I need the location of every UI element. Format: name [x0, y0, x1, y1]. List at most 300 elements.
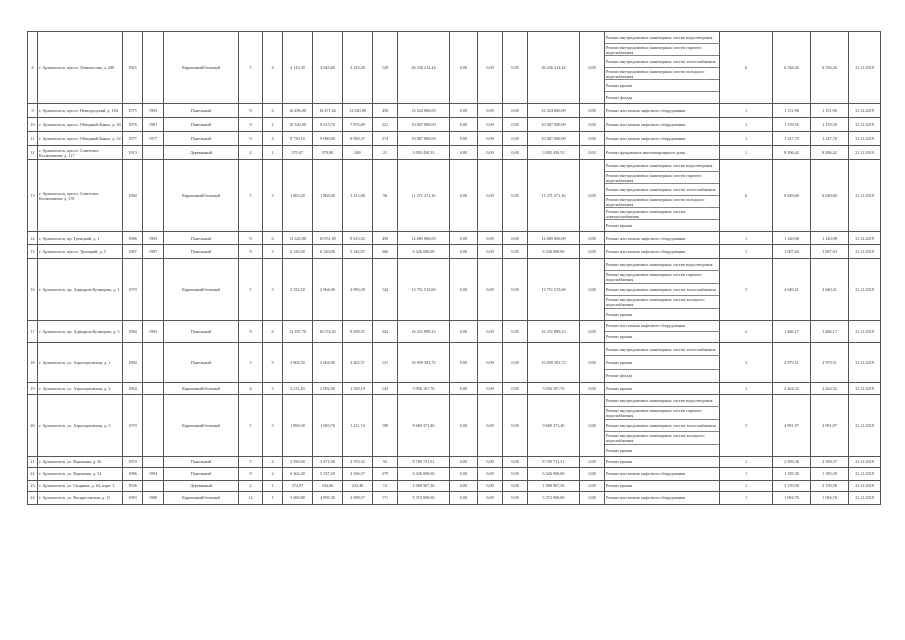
entrances-cell: 3	[263, 245, 283, 259]
municipal-budget-cell: 0,00	[503, 467, 528, 480]
region-budget-cell: 0,00	[478, 342, 503, 382]
work-type-cell: Ремонт внутридомовых инженерных систем холодного водоснабжения	[605, 68, 720, 80]
address-cell: г. Архангельск, просп. Ломоносова, д. 209	[38, 32, 123, 104]
row-number-cell: 15	[28, 245, 38, 259]
other-funds-cell: 0,00	[580, 118, 605, 132]
fund-share-cell: 0,00	[450, 491, 478, 504]
unit-cost-cell: 1 147,70	[773, 132, 811, 146]
row-number-cell: 18	[28, 342, 38, 382]
work-type-cell: Ремонт внутридомовых инженерных систем горячего водоснабжения	[605, 407, 720, 419]
owners-area-cell: 4 166,37	[343, 467, 373, 480]
year-commissioned-cell	[143, 480, 164, 491]
deadline-cell: 31.12.2019	[849, 118, 881, 132]
work-type-cell: Ремонт крыши	[605, 80, 720, 92]
work-type-cell: Ремонт внутридомовых инженерных систем электроснабжения	[605, 208, 720, 220]
other-funds-cell: 0,00	[580, 342, 605, 382]
entrances-cell: 4	[263, 32, 283, 104]
address-cell: г. Архангельск, просп. Обводный Канал, д. 52	[38, 132, 123, 146]
total-area-cell: 3 936,00	[283, 456, 313, 467]
address-cell: г. Архангельск, ул. Аэропортовская, д. 3	[38, 394, 123, 456]
deadline-cell: 31.12.2019	[849, 456, 881, 467]
region-budget-cell: 0,00	[478, 32, 503, 104]
living-area-cell: 16 471,02	[313, 104, 343, 118]
living-area-cell: 2 092,00	[313, 382, 343, 394]
unit-cost-cell: 4 979,51	[773, 342, 811, 382]
total-cost-cell: 10 007 000,00	[398, 118, 450, 132]
other-funds-cell: 0,00	[580, 245, 605, 259]
fund-share-cell: 0,00	[450, 480, 478, 491]
address-cell: г. Архангельск, ул. Гагарина, д. 64, корп. 3	[38, 480, 123, 491]
living-area-cell: 5 337,20	[313, 467, 343, 480]
year-built-cell: 1986	[123, 467, 143, 480]
other-funds-cell: 0,00	[580, 232, 605, 245]
year-commissioned-cell: 1980	[143, 491, 164, 504]
wall-material-cell: Панельный	[164, 118, 239, 132]
work-type-cell: Ремонт внутридомовых инженерных систем теплоснабжения	[605, 56, 720, 68]
work-type-cell: Ремонт или замена лифтового оборудования	[605, 104, 720, 118]
total-area-cell: 6 362,40	[283, 467, 313, 480]
work-type-cell: Ремонт внутридомовых инженерных систем теплоснабжения	[605, 283, 720, 295]
deadline-cell: 31.12.2019	[849, 491, 881, 504]
entrances-cell: 1	[263, 146, 283, 160]
row-number-cell: 12	[28, 146, 38, 160]
deadline-cell: 31.12.2019	[849, 467, 881, 480]
year-built-cell: 1975	[123, 104, 143, 118]
residents-cell: 274	[373, 132, 398, 146]
wall-material-cell: Панельный	[164, 456, 239, 467]
year-built-cell: 1986	[123, 232, 143, 245]
row-number-cell: 21	[28, 456, 38, 467]
work-type-cell: Ремонт внутридомовых инженерных систем горячего водоснабжения	[605, 271, 720, 283]
residents-cell: 342	[373, 320, 398, 342]
fund-share-cell: 0,00	[450, 146, 478, 160]
floors-cell: 5	[239, 160, 263, 232]
region-budget-cell: 0,00	[478, 118, 503, 132]
entrances-cell: 3	[263, 259, 283, 321]
table-row	[28, 32, 881, 44]
total-cost-cell: 10 007 000,00	[398, 132, 450, 146]
work-type-cell: Ремонт крыши	[605, 308, 720, 320]
year-commissioned-cell: 1991	[143, 118, 164, 132]
unit-cost-cell: 1 151,96	[773, 104, 811, 118]
residents-cell: 266	[373, 245, 398, 259]
living-area-cell: 10 574,02	[313, 320, 343, 342]
work-type-cell: Ремонт фундамента многоквартирного дома	[605, 146, 720, 160]
wall-material-cell: Кирпичный/блочный	[164, 491, 239, 504]
deadline-cell: 31.12.2019	[849, 232, 881, 245]
works-count-cell: 1	[720, 104, 773, 118]
row-number-cell: 11	[28, 132, 38, 146]
total-cost-cell: 16 324 000,00	[398, 104, 450, 118]
year-built-cell: 1977	[123, 132, 143, 146]
year-commissioned-cell	[143, 160, 164, 232]
total-area-cell: 6 326,00	[283, 245, 313, 259]
table-row	[28, 382, 881, 394]
work-type-cell: Ремонт крыши	[605, 456, 720, 467]
year-commissioned-cell: 1977	[143, 132, 164, 146]
year-commissioned-cell	[143, 394, 164, 456]
deadline-cell: 31.12.2019	[849, 394, 881, 456]
table-row	[28, 232, 881, 245]
deadline-cell: 31.12.2019	[849, 342, 881, 382]
address-cell: г. Архангельск, ул. Воронина, д. 26	[38, 456, 123, 467]
owners-funds-cell: 10 007 000,00	[528, 132, 580, 146]
total-cost-cell: 16 059 393,72	[398, 342, 450, 382]
work-type-cell: Ремонт внутридомовых инженерных систем водоотведения	[605, 160, 720, 172]
owners-area-cell: 233,40	[343, 480, 373, 491]
living-area-cell: 3 471,00	[313, 456, 343, 467]
year-built-cell: 1964	[123, 382, 143, 394]
entrances-cell: 2	[263, 118, 283, 132]
max-unit-cost-cell: 1 151,96	[811, 104, 849, 118]
total-area-cell: 373,97	[283, 480, 313, 491]
total-area-cell: 8 730,10	[283, 132, 313, 146]
works-count-cell: 6	[720, 160, 773, 232]
floors-cell: 9	[239, 104, 263, 118]
owners-funds-cell: 10 007 000,00	[528, 118, 580, 132]
region-budget-cell: 0,00	[478, 467, 503, 480]
fund-share-cell: 0,00	[450, 32, 478, 104]
table-row	[28, 118, 881, 132]
residents-cell: 321	[373, 118, 398, 132]
table-row	[28, 467, 881, 480]
region-budget-cell: 0,00	[478, 382, 503, 394]
residents-cell: 143	[373, 382, 398, 394]
total-area-cell: 10 320,00	[283, 118, 313, 132]
total-cost-cell: 26 236 214,44	[398, 32, 450, 104]
work-type-cell: Ремонт внутридомовых инженерных систем горячего водоснабжения	[605, 44, 720, 56]
floors-cell: 2	[239, 146, 263, 160]
max-unit-cost-cell: 6 336,26	[811, 32, 849, 104]
year-built-cell: 1960	[123, 160, 143, 232]
owners-area-cell: 7 872,69	[343, 118, 373, 132]
total-cost-cell: 9 660 371,40	[398, 394, 450, 456]
total-cost-cell: 13 751 515,66	[398, 259, 450, 321]
living-area-cell: 4 895,30	[313, 491, 343, 504]
work-type-cell: Ремонт внутридомовых инженерных систем теплоснабжения	[605, 184, 720, 196]
other-funds-cell: 0,00	[580, 491, 605, 504]
region-budget-cell: 0,00	[478, 259, 503, 321]
works-count-cell: 1	[720, 132, 773, 146]
municipal-budget-cell: 0,00	[503, 146, 528, 160]
region-budget-cell: 0,00	[478, 104, 503, 118]
row-number-cell: 10	[28, 118, 38, 132]
total-cost-cell: 16 231 899,23	[398, 320, 450, 342]
table-row	[28, 320, 881, 331]
table-row	[28, 160, 881, 172]
address-cell: г. Архангельск, пр. Адмирала Кузнецова, д. 3	[38, 320, 123, 342]
max-unit-cost-cell: 1 185,30	[811, 467, 849, 480]
entrances-cell: 3	[263, 382, 283, 394]
year-built-cell: 1987	[123, 245, 143, 259]
owners-area-cell: 2 098,57	[343, 491, 373, 504]
floors-cell: 9	[239, 467, 263, 480]
work-type-cell: Ремонт или замена лифтового оборудования	[605, 118, 720, 132]
works-count-cell: 1	[720, 118, 773, 132]
residents-cell: 129	[373, 32, 398, 104]
wall-material-cell: Кирпичный/блочный	[164, 32, 239, 104]
works-count-cell: 1	[720, 480, 773, 491]
unit-cost-cell: 1 185,30	[773, 467, 811, 480]
floors-cell: 2	[239, 480, 263, 491]
row-number-cell: 20	[28, 394, 38, 456]
works-count-cell: 6	[720, 32, 773, 104]
year-commissioned-cell: 1994	[143, 467, 164, 480]
row-number-cell: 22	[28, 467, 38, 480]
wall-material-cell: Кирпичный/блочный	[164, 160, 239, 232]
region-budget-cell: 0,00	[478, 480, 503, 491]
row-number-cell: 24	[28, 491, 38, 504]
residents-cell: 92	[373, 456, 398, 467]
region-budget-cell: 0,00	[478, 456, 503, 467]
year-commissioned-cell	[143, 146, 164, 160]
total-cost-cell: 12 685 000,00	[398, 232, 450, 245]
spreadsheet-page	[27, 31, 880, 505]
floors-cell: 5	[239, 394, 263, 456]
fund-share-cell: 0,00	[450, 118, 478, 132]
wall-material-cell: Панельный	[164, 245, 239, 259]
other-funds-cell: 0,00	[580, 104, 605, 118]
total-area-cell: 16 496,00	[283, 104, 313, 118]
municipal-budget-cell: 0,00	[503, 132, 528, 146]
total-area-cell: 3 804,50	[283, 342, 313, 382]
entrances-cell: 4	[263, 104, 283, 118]
max-unit-cost-cell: 6 049,60	[811, 160, 849, 232]
max-unit-cost-cell: 1 140,98	[811, 232, 849, 245]
year-commissioned-cell	[143, 32, 164, 104]
owners-funds-cell: 5 372 000,00	[528, 491, 580, 504]
living-area-cell: 2 964,00	[313, 259, 343, 321]
work-type-cell: Ремонт фасада	[605, 369, 720, 382]
year-commissioned-cell: 1993	[143, 232, 164, 245]
work-type-cell: Ремонт фасада	[605, 92, 720, 104]
row-number-cell: 9	[28, 104, 38, 118]
total-cost-cell: 8 709 731,51	[398, 456, 450, 467]
table-row	[28, 456, 881, 467]
owners-area-cell: 1 529,10	[343, 382, 373, 394]
living-area-cell: 1 683,70	[313, 394, 343, 456]
fund-share-cell: 0,00	[450, 456, 478, 467]
residents-cell: 456	[373, 104, 398, 118]
fund-share-cell: 0,00	[450, 160, 478, 232]
year-commissioned-cell	[143, 382, 164, 394]
owners-area-cell: 9 613,52	[343, 232, 373, 245]
total-cost-cell: 3 092 430,53	[398, 146, 450, 160]
unit-cost-cell: 2 509,36	[773, 456, 811, 467]
municipal-budget-cell: 0,00	[503, 259, 528, 321]
max-unit-cost-cell: 2 509,37	[811, 456, 849, 467]
floors-cell: 5	[239, 342, 263, 382]
other-funds-cell: 0,00	[580, 480, 605, 491]
other-funds-cell: 0,00	[580, 382, 605, 394]
owners-area-cell: 13 020,00	[343, 104, 373, 118]
owners-funds-cell: 16 324 000,00	[528, 104, 580, 118]
owners-area-cell: 269	[343, 146, 373, 160]
address-cell: г. Архангельск, просп. Троицкий, д. 5	[38, 245, 123, 259]
deadline-cell: 31.12.2019	[849, 320, 881, 342]
max-unit-cost-cell: 3 159,58	[811, 480, 849, 491]
fund-share-cell: 0,00	[450, 394, 478, 456]
residents-cell: 279	[373, 467, 398, 480]
table-row	[28, 259, 881, 271]
year-built-cell: 1970	[123, 456, 143, 467]
floors-cell: 9	[239, 132, 263, 146]
deadline-cell: 31.12.2019	[849, 259, 881, 321]
other-funds-cell: 0,00	[580, 132, 605, 146]
floors-cell: 4	[239, 382, 263, 394]
deadline-cell: 31.12.2019	[849, 245, 881, 259]
living-area-cell: 6 320,00	[313, 245, 343, 259]
row-number-cell: 23	[28, 480, 38, 491]
work-type-cell: Ремонт крыши	[605, 444, 720, 456]
living-area-cell: 1 863,00	[313, 160, 343, 232]
entrances-cell: 3	[263, 160, 283, 232]
row-number-cell: 13	[28, 160, 38, 232]
floors-cell: 5	[239, 32, 263, 104]
table-row	[28, 104, 881, 118]
unit-cost-cell: 1 486,17	[773, 320, 811, 342]
address-cell: г. Архангельск, просп. Советских Космонавтов, д. 191	[38, 160, 123, 232]
work-type-cell: Ремонт внутридомовых инженерных систем горячего водоснабжения	[605, 172, 720, 184]
total-area-cell: 5 683,80	[283, 491, 313, 504]
wall-material-cell: Деревянный	[164, 146, 239, 160]
floors-cell: 9	[239, 118, 263, 132]
unit-cost-cell: 2 264,32	[773, 382, 811, 394]
municipal-budget-cell: 0,00	[503, 245, 528, 259]
table-row	[28, 146, 881, 160]
entrances-cell: 1	[263, 491, 283, 504]
works-count-cell: 1	[720, 232, 773, 245]
year-commissioned-cell	[143, 456, 164, 467]
owners-funds-cell: 6 326 000,00	[528, 245, 580, 259]
floors-cell: 12	[239, 491, 263, 504]
owners-funds-cell: 8 709 731,51	[528, 456, 580, 467]
wall-material-cell: Кирпичный/блочный	[164, 382, 239, 394]
work-type-cell: Ремонт или замена лифтового оборудования	[605, 320, 720, 331]
other-funds-cell: 0,00	[580, 467, 605, 480]
municipal-budget-cell: 0,00	[503, 32, 528, 104]
address-cell: г. Архангельск, просп. Советских Космонавтов, д. 117	[38, 146, 123, 160]
max-unit-cost-cell: 4 979,51	[811, 342, 849, 382]
floors-cell: 5	[239, 456, 263, 467]
living-area-cell: 9 090,00	[313, 132, 343, 146]
work-type-cell: Ремонт внутридомовых инженерных систем водоотведения	[605, 32, 720, 44]
work-type-cell: Ремонт или замена лифтового оборудования	[605, 245, 720, 259]
municipal-budget-cell: 0,00	[503, 491, 528, 504]
region-budget-cell: 0,00	[478, 491, 503, 504]
owners-area-cell: 3 243,20	[343, 32, 373, 104]
total-cost-cell: 1 068 967,36	[398, 480, 450, 491]
work-type-cell: Ремонт внутридомовых инженерных систем водоотведения	[605, 394, 720, 406]
year-built-cell: 1984	[123, 320, 143, 342]
unit-cost-cell: 6 336,26	[773, 32, 811, 104]
row-number-cell: 17	[28, 320, 38, 342]
municipal-budget-cell: 0,00	[503, 342, 528, 382]
municipal-budget-cell: 0,00	[503, 320, 528, 342]
living-area-cell: 3 604,00	[313, 342, 343, 382]
row-number-cell: 19	[28, 382, 38, 394]
year-built-cell: 1970	[123, 259, 143, 321]
max-unit-cost-cell: 8 296,42	[811, 146, 849, 160]
work-type-cell: Ремонт или замена лифтового оборудования	[605, 232, 720, 245]
region-budget-cell: 0,00	[478, 245, 503, 259]
residents-cell: 109	[373, 394, 398, 456]
total-area-cell: 371,67	[283, 146, 313, 160]
owners-funds-cell: 26 236 214,44	[528, 32, 580, 104]
year-built-cell: 1976	[123, 118, 143, 132]
region-budget-cell: 0,00	[478, 394, 503, 456]
other-funds-cell: 0,00	[580, 456, 605, 467]
owners-funds-cell: 16 059 393,72	[528, 342, 580, 382]
owners-funds-cell: 13 751 515,66	[528, 259, 580, 321]
region-budget-cell: 0,00	[478, 146, 503, 160]
table-row	[28, 491, 881, 504]
entrances-cell: 4	[263, 456, 283, 467]
floors-cell: 5	[239, 259, 263, 321]
address-cell: г. Архангельск, просп. Обводный Канал, д. 40	[38, 118, 123, 132]
municipal-budget-cell: 0,00	[503, 232, 528, 245]
total-area-cell: 1 890,30	[283, 394, 313, 456]
unit-cost-cell: 3 159,58	[773, 480, 811, 491]
max-unit-cost-cell: 1 094,76	[811, 491, 849, 504]
owners-funds-cell: 12 685 000,00	[528, 232, 580, 245]
deadline-cell: 31.12.2019	[849, 32, 881, 104]
unit-cost-cell: 4 640,21	[773, 259, 811, 321]
entrances-cell: 1	[263, 480, 283, 491]
entrances-cell: 6	[263, 320, 283, 342]
owners-area-cell: 2 703,32	[343, 456, 373, 467]
fund-share-cell: 0,00	[450, 232, 478, 245]
fund-share-cell: 0,00	[450, 382, 478, 394]
year-built-cell: 1970	[123, 394, 143, 456]
unit-cost-cell: 6 049,60	[773, 160, 811, 232]
unit-cost-cell: 1 094,76	[773, 491, 811, 504]
works-count-cell: 1	[720, 382, 773, 394]
total-area-cell: 2 211,40	[283, 382, 313, 394]
work-type-cell: Ремонт крыши	[605, 480, 720, 491]
total-area-cell: 1 863,20	[283, 160, 313, 232]
wall-material-cell: Панельный	[164, 232, 239, 245]
year-built-cell: 1936	[123, 480, 143, 491]
fund-share-cell: 0,00	[450, 259, 478, 321]
living-area-cell: 3 643,60	[313, 32, 343, 104]
works-count-cell: 1	[720, 491, 773, 504]
work-type-cell: Ремонт крыши	[605, 382, 720, 394]
work-type-cell: Ремонт крыши	[605, 331, 720, 342]
total-cost-cell: 5 372 000,00	[398, 491, 450, 504]
total-area-cell: 12 167,70	[283, 320, 313, 342]
other-funds-cell: 0,00	[580, 146, 605, 160]
floors-cell: 9	[239, 232, 263, 245]
fund-share-cell: 0,00	[450, 245, 478, 259]
residents-cell: 21	[373, 146, 398, 160]
deadline-cell: 31.12.2019	[849, 480, 881, 491]
unit-cost-cell: 1 139,56	[773, 118, 811, 132]
address-cell: г. Архангельск, ул. Воронина, д. 32	[38, 467, 123, 480]
owners-funds-cell: 6 326 000,00	[528, 467, 580, 480]
owners-funds-cell: 3 092 430,53	[528, 146, 580, 160]
owners-funds-cell: 1 068 967,36	[528, 480, 580, 491]
total-cost-cell: 3 056 167,76	[398, 382, 450, 394]
owners-funds-cell: 16 231 899,23	[528, 320, 580, 342]
wall-material-cell: Панельный	[164, 342, 239, 382]
other-funds-cell: 0,00	[580, 320, 605, 342]
wall-material-cell: Панельный	[164, 132, 239, 146]
deadline-cell: 31.12.2019	[849, 104, 881, 118]
work-type-cell: Ремонт внутридомовых инженерных систем холодного водоснабжения	[605, 196, 720, 208]
wall-material-cell: Деревянный	[164, 480, 239, 491]
works-count-cell: 2	[720, 320, 773, 342]
